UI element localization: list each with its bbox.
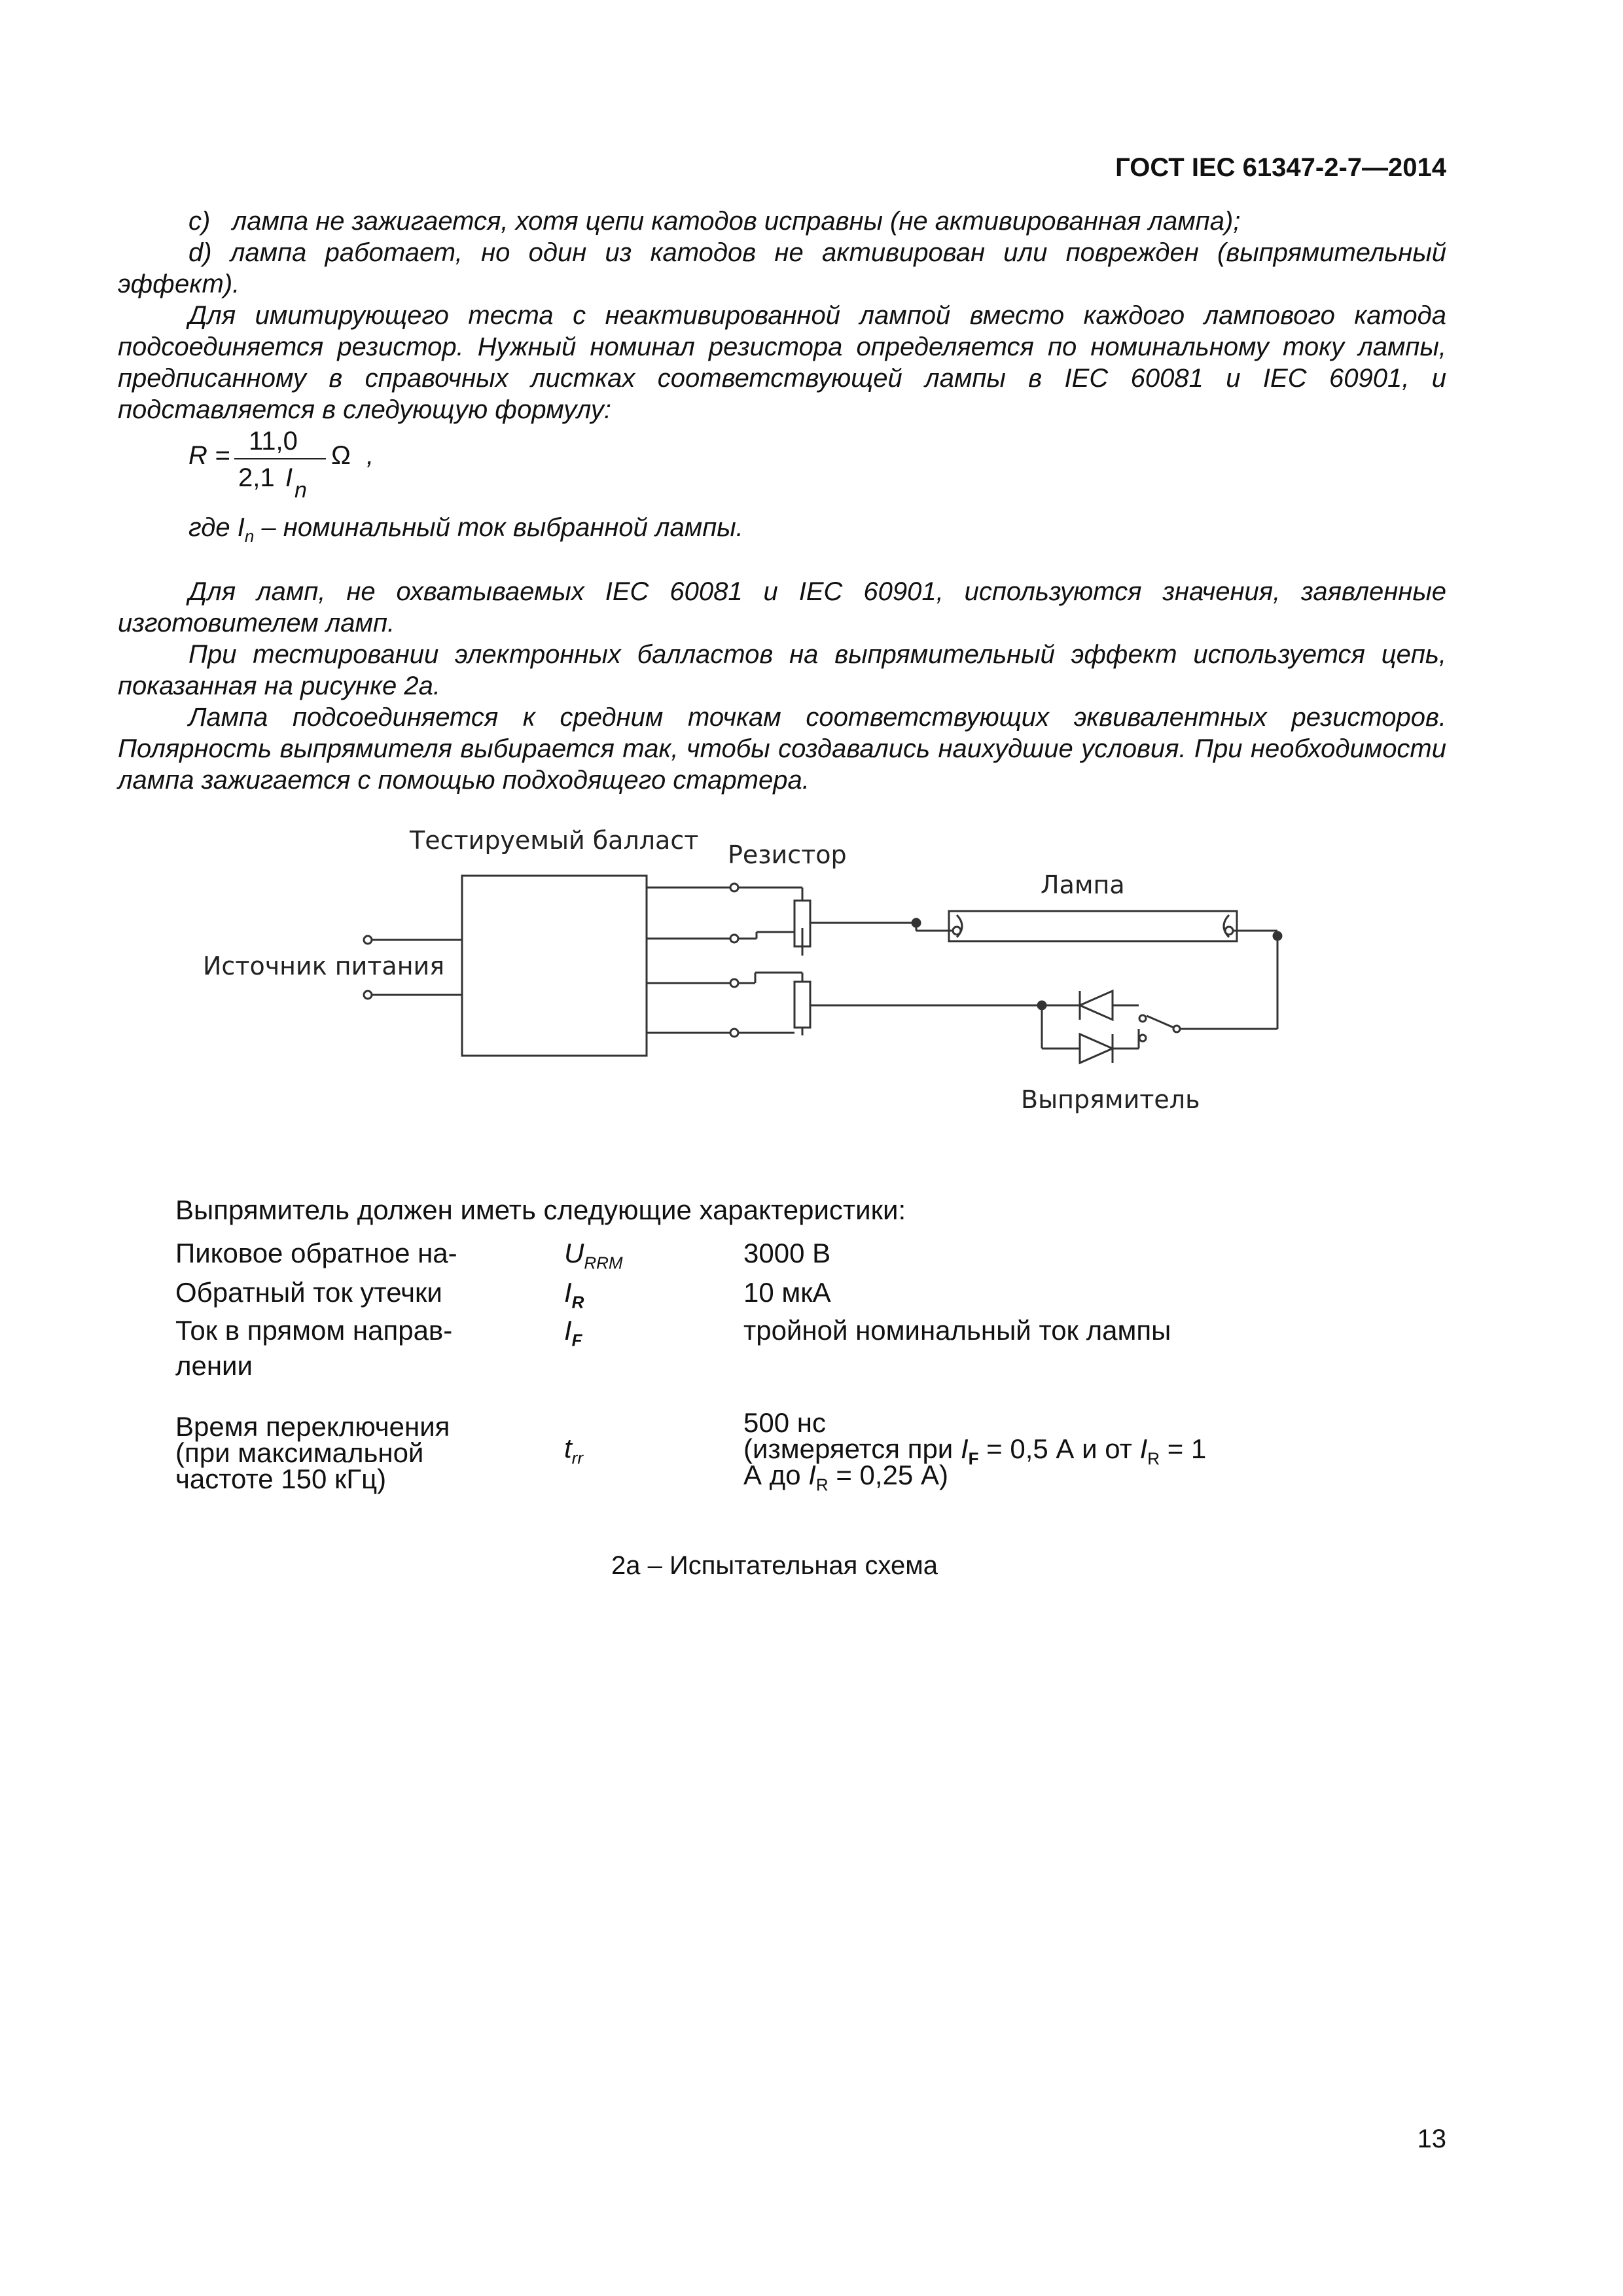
- item-d: d) лампа работает, но один из катодов не активирован или поврежден (выпрямительный эффект).: [118, 238, 1446, 298]
- item-c-text: лампа не зажигается, хотя цепи катодов исправны (не активированная лампа);: [232, 207, 1241, 236]
- formula-numerator: 11,0: [249, 427, 298, 456]
- paragraph-rectifier-test: При тестировании электронных балластов на выпрямительный эффект используется цепь, показанная на рисунке 2а.: [118, 640, 1446, 700]
- page-number: 13: [1417, 2125, 1446, 2153]
- paragraph-resistor-test: Для имитирующего теста с неактивированной лампой вместо каждого лампового катода подсоединяется резистор. Нужный номинал резистора определяется по номинальному току лампы, предписанному в справочных листках соответствующей лампы в IEC 60081 и IEC 60901, и подставляется в следующую формулу:: [118, 301, 1446, 424]
- rectifier-label: Выпрямитель: [1021, 1085, 1200, 1114]
- resistor-label: Резистор: [728, 840, 847, 869]
- spec-sym-forward: $I_F$: [564, 1315, 582, 1350]
- spec-sym-peak: $U_{RRM}$: [564, 1238, 623, 1273]
- item-c-marker: с): [188, 207, 211, 236]
- lamp-tube: [949, 911, 1237, 941]
- lamp-label: Лампа: [1041, 870, 1125, 899]
- where-prefix: где I: [188, 513, 245, 542]
- formula-denominator-number: 2,1: [238, 463, 275, 492]
- spec-name-switching: Время переключения (при максимальной частоте 150 кГц): [175, 1411, 450, 1494]
- spec-sym-switching: $t_{rr}$: [564, 1433, 583, 1468]
- document-header: ГОСТ IEC 61347-2-7—2014: [1115, 153, 1446, 182]
- paragraph-other-lamps: Для ламп, не охватываемых IEC 60081 и IEC 60901, используются значения, заявленные изготовителем ламп.: [118, 577, 1446, 637]
- formula-unit: Ω: [331, 441, 351, 470]
- spec-note-switching-2: А до $I_R = 0,25$ А): [743, 1460, 948, 1495]
- spec-value-peak: 3000 В: [743, 1238, 831, 1268]
- diode-upper: [1080, 991, 1113, 1020]
- where-suffix: – номинальный ток выбранной лампы.: [254, 513, 743, 542]
- power-source-label: Источник питания: [203, 952, 445, 980]
- spec-note-switching-1: (измеряется при $I_F = 0,5$ А и от $I_R = 1$: [743, 1433, 1207, 1469]
- figure-caption: 2а – Испытательная схема: [611, 1551, 938, 1580]
- specs-intro: Выпрямитель должен иметь следующие характеристики:: [175, 1194, 906, 1225]
- formula-denominator-sub: n: [294, 478, 307, 503]
- where-sub: n: [244, 526, 255, 546]
- ballast-label: Тестируемый балласт: [410, 826, 699, 855]
- formula-trail: ,: [366, 441, 374, 470]
- formula-denominator-var: I: [285, 463, 293, 492]
- spec-value-forward: тройной номинальный ток лампы: [743, 1315, 1171, 1346]
- spec-name-forward: Ток в прямом направ- лении: [175, 1315, 453, 1381]
- ballast-box: [462, 876, 647, 1056]
- lower-resistor: [794, 982, 810, 1028]
- formula-lhs: R =: [188, 441, 230, 470]
- spec-name-leak: Обратный ток утечки: [175, 1277, 442, 1308]
- spec-name-peak: Пиковое обратное на-: [175, 1238, 457, 1268]
- paragraph-lamp-connection: Лампа подсоединяется к средним точкам соответствующих эквивалентных резисторов. Полярность выпрямителя выбирается так, чтобы создавались наихудшие условия. При необходимости лампа зажигается с помощью подходящего стартера.: [118, 703, 1446, 795]
- spec-value-leak: 10 мкА: [743, 1277, 831, 1308]
- spec-value-switching: 500 нс: [743, 1407, 826, 1438]
- diode-lower: [1080, 1034, 1113, 1063]
- spec-sym-leak: $I_R$: [564, 1277, 584, 1312]
